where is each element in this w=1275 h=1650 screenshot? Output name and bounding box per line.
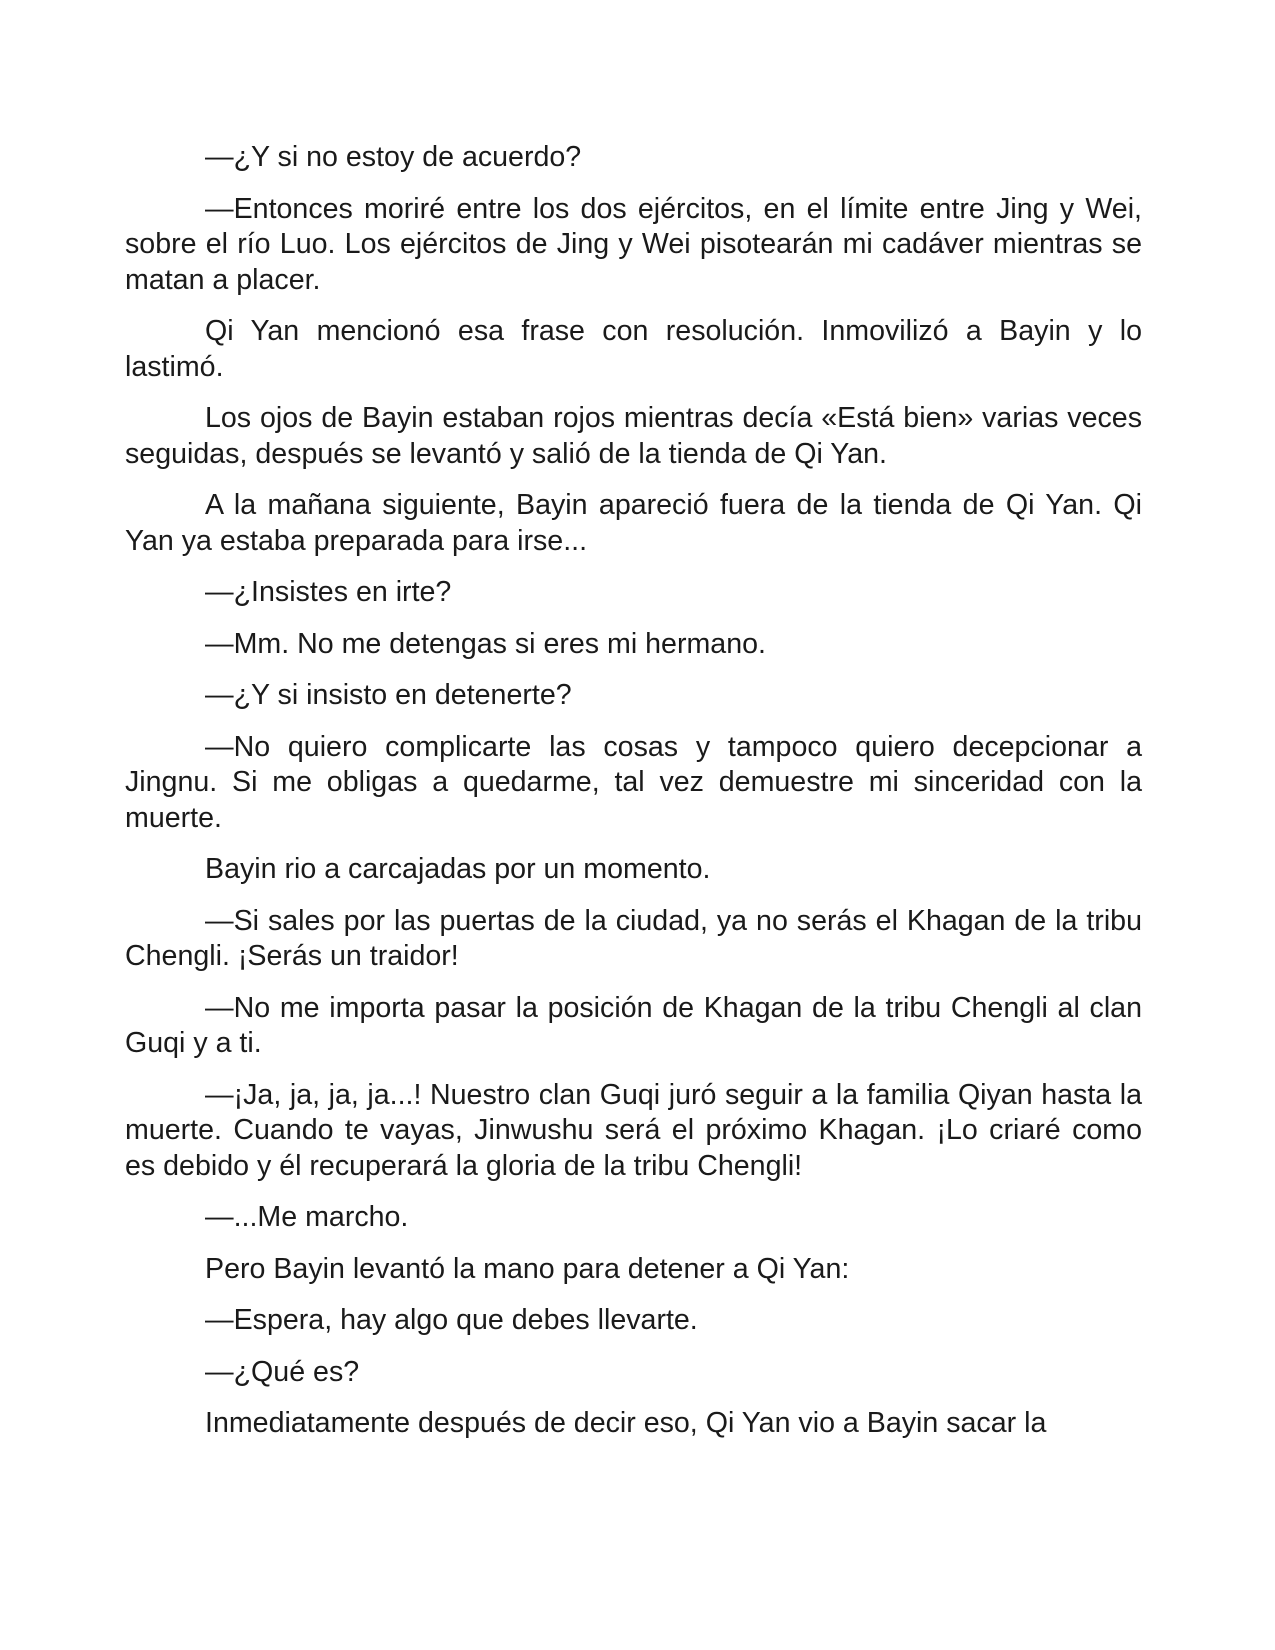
paragraph-8: —¿Y si insisto en detenerte? [205,679,572,711]
paragraph-12: —No me importa pasar la posición de Khagan de la tribu Chengli al clan Guqi y a ti. [125,991,1142,1059]
paragraph-3: Qi Yan mencionó esa frase con resolución. Inmovilizó a Bayin y lo lastimó. [125,315,1142,383]
paragraph-1: —¿Y si no estoy de acuerdo? [205,141,582,173]
paragraph-18: Inmediatamente después de decir eso, Qi Yan vio a Bayin sacar la [205,1407,1047,1439]
paragraph-17: —¿Qué es? [205,1355,360,1388]
paragraph-10: Bayin rio a carcajadas por un momento. [205,853,711,885]
paragraph-5: A la mañana siguiente, Bayin apareció fuera de la tienda de Qi Yan. Qi Yan ya estaba preparada para irse... [125,489,1142,557]
paragraph-16: —Espera, hay algo que debes llevarte. [205,1304,698,1336]
paragraph-7: —Mm. No me detengas si eres mi hermano. [205,627,766,660]
body-text [125,140,1142,1458]
paragraph-14: —...Me marcho. [205,1201,409,1233]
paragraph-9: —No quiero complicarte las cosas y tampoco quiero decepcionar a Jingnu. Si me obligas a quedarme, tal vez demuestre mi sinceridad con la muerte. [125,730,1142,834]
paragraph-6: —¿Insistes en irte? [205,576,452,608]
paragraph-11: —Si sales por las puertas de la ciudad, ya no serás el Khagan de la tribu Chengli. ¡Serás un traidor! [125,904,1142,972]
paragraph-13: —¡Ja, ja, ja, ja...! Nuestro clan Guqi juró seguir a la familia Qiyan hasta la muerte. Cuando te vayas, Jinwushu será el próximo Khagan. ¡Lo criaré como es debido y él recuperará la gloria de la tribu Chengli! [125,1078,1142,1182]
paragraph-4: Los ojos de Bayin estaban rojos mientras decía «Está bien» varias veces seguidas, después se levantó y salió de la tienda de Qi Yan. [125,402,1142,470]
paragraph-2: —Entonces moriré entre los dos ejércitos, en el límite entre Jing y Wei, sobre el río Luo. Los ejércitos de Jing y Wei pisotearán mi cadáver mientras se matan a placer. [125,192,1142,296]
paragraph-15: Pero Bayin levantó la mano para detener a Qi Yan: [205,1252,850,1285]
